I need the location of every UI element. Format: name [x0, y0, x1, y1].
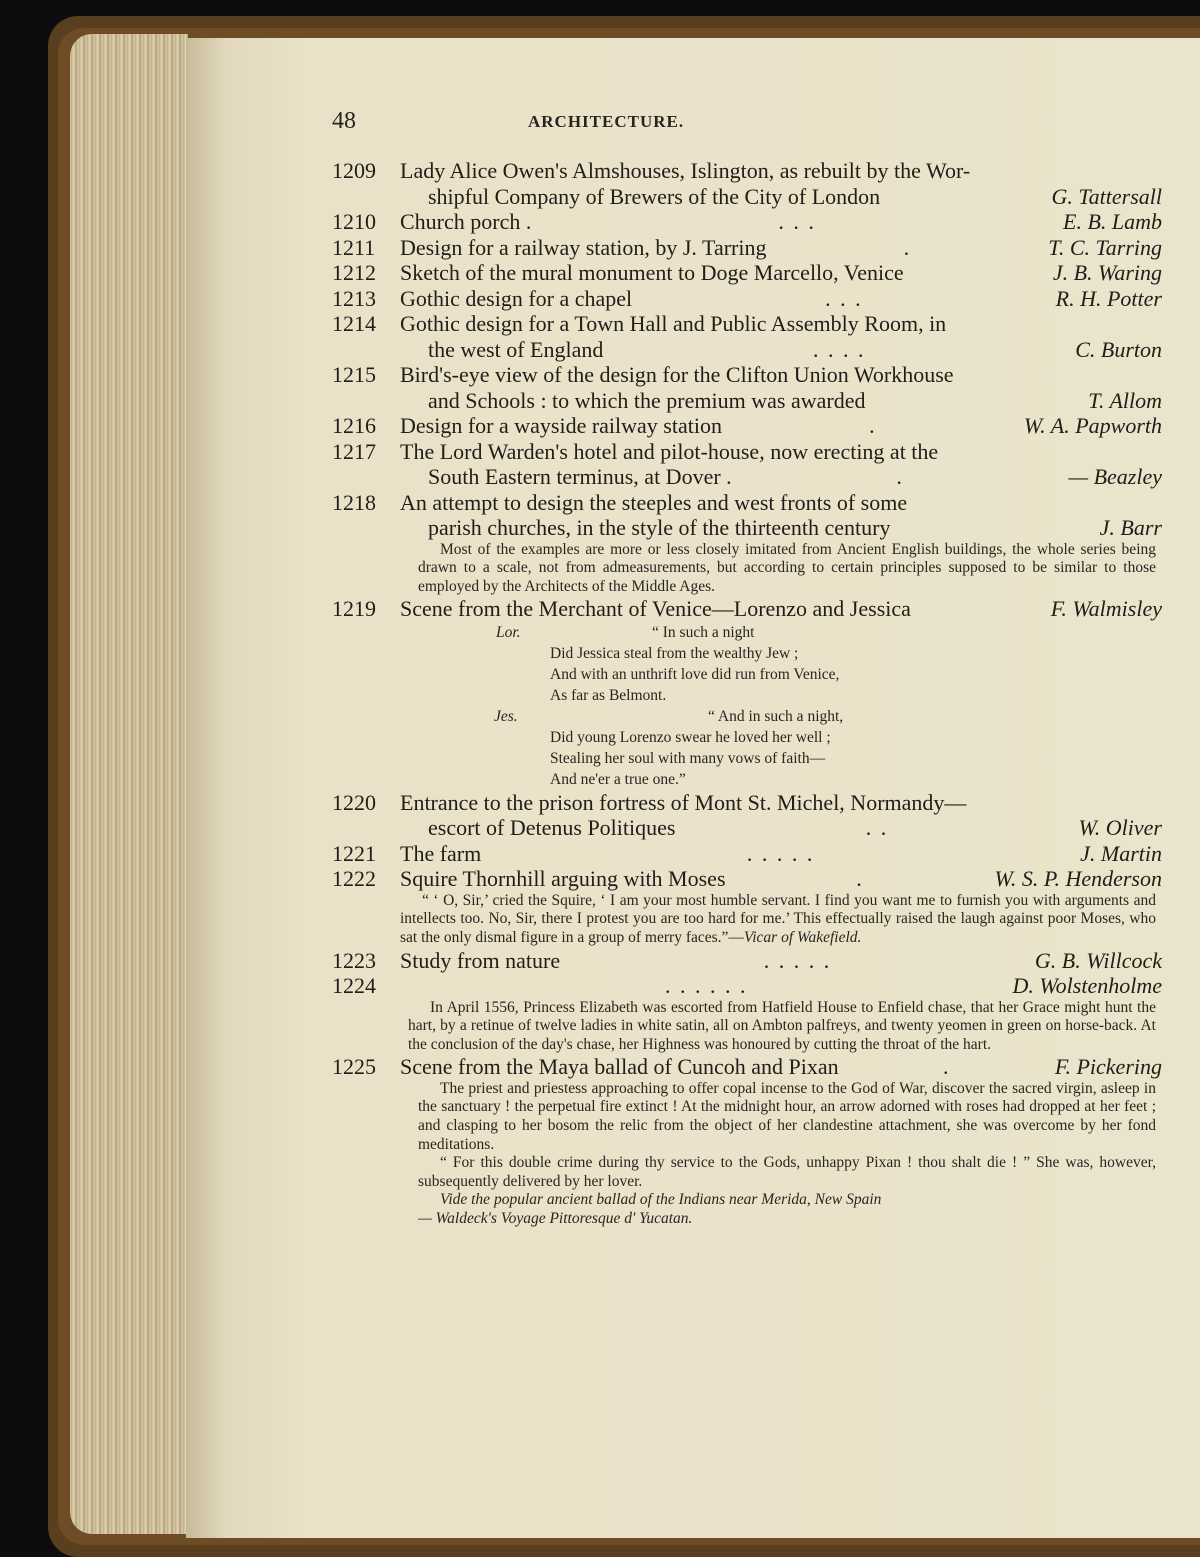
entry-title: An attempt to design the steeples and west fronts of some: [400, 489, 908, 515]
entry-title: Gothic design for a chapel: [400, 285, 633, 311]
verse-quote: [332, 622, 1162, 790]
dot-leader: . . . . . .: [664, 973, 748, 999]
dot-leader: . .: [865, 815, 889, 841]
entry-note: [332, 999, 1162, 1055]
catalogue-entry-1209: [332, 158, 1162, 209]
entry-title: Sketch of the mural monument to Doge Marcello, Venice: [400, 260, 904, 285]
catalogue-entry-1213: [332, 286, 1162, 312]
catalogue-entry-1211: [332, 235, 1162, 261]
artist-name: J. Martin: [1080, 840, 1162, 866]
speaker-label: Lor.: [496, 623, 521, 641]
verse-line: Stealing her soul with many vows of faith—: [550, 749, 826, 767]
entry-title: Church porch .: [400, 209, 532, 234]
catalogue-entry-1215: [332, 362, 1162, 413]
verse-line: “ And in such a night,: [708, 707, 844, 725]
catalogue-entry-1222: [332, 866, 1162, 892]
verse-line: Did Jessica steal from the wealthy Jew ;: [550, 644, 799, 662]
artist-name: J. Barr: [1099, 515, 1162, 540]
verse-line: And ne'er a true one.”: [550, 770, 686, 788]
artist-name: D. Wolstenholme: [1012, 973, 1162, 999]
entry-number: 1218: [332, 489, 376, 515]
entry-title: Design for a railway station, by J. Tarring: [400, 234, 767, 260]
entry-number: 1209: [332, 158, 376, 183]
entry-title: Bird's-eye view of the design for the Clifton Union Workhouse: [400, 362, 954, 387]
catalogue-entry-1212: [332, 260, 1162, 286]
catalogue-entry-1220: [332, 790, 1162, 841]
entry-title: The Lord Warden's hotel and pilot-house, now erecting at the: [400, 438, 939, 464]
entry-title-cont: South Eastern terminus, at Dover .: [428, 464, 732, 489]
artist-name: F. Pickering: [1054, 1054, 1162, 1080]
entry-title-cont: and Schools : to which the premium was awarded: [428, 387, 866, 413]
note-text: The priest and priestess approaching to offer copal incense to the God of War, discover the sacred virgin, asleep in the sanctuary ! the perpetual fire extinct ! At the midnight hour, an arrow adorned with roses had dropped at her feet ; and clasping to her bosom the relic from the object of her clandestine attachment, she was overcome by her fond meditations.: [418, 1079, 1156, 1153]
note-text: “ For this double crime during thy service to the Gods, unhappy Pixan ! thou shalt die ! ” She was, however, subsequently delivered by her lover.: [418, 1154, 1156, 1190]
verse-line: “ In such a night: [652, 623, 755, 641]
artist-name: E. B. Lamb: [1063, 209, 1162, 234]
entry-title: Lady Alice Owen's Almshouses, Islington, as rebuilt by the Wor-: [400, 158, 971, 183]
entry-number: 1216: [332, 413, 376, 438]
dot-leader: . . . . .: [746, 840, 815, 866]
entry-note: [332, 892, 1162, 948]
artist-name: T. C. Tarring: [1048, 234, 1162, 260]
entry-number: 1211: [332, 234, 376, 260]
catalogue-entry-1217: [332, 439, 1162, 490]
dot-leader: . . . . .: [763, 947, 832, 973]
artist-name: W. A. Papworth: [1023, 413, 1162, 438]
verse-line: And with an unthrift love did run from Venice,: [550, 665, 840, 683]
entry-number: 1223: [332, 947, 376, 973]
entry-number: 1220: [332, 789, 376, 815]
artist-name: R. H. Potter: [1055, 285, 1162, 311]
entry-note: [332, 1080, 1162, 1229]
speaker-label: Jes.: [494, 707, 518, 725]
note-source: Vicar of Wakefield.: [743, 928, 862, 946]
entry-title: Study from nature: [400, 947, 561, 973]
catalogue-entry-1221: [332, 841, 1162, 867]
artist-name: F. Walmisley: [1050, 596, 1162, 622]
entry-title-cont: parish churches, in the style of the thirteenth century: [428, 515, 891, 540]
page-edges: [70, 34, 188, 1534]
entry-title: Scene from the Maya ballad of Cuncoh and Pixan: [400, 1054, 839, 1080]
entry-number: 1225: [332, 1054, 376, 1080]
running-head: ARCHITECTURE.: [528, 112, 685, 131]
artist-name: G. Tattersall: [1051, 183, 1162, 209]
entry-title-cont: the west of England: [428, 336, 604, 362]
page-number: 48: [332, 108, 356, 134]
entry-number: 1221: [332, 840, 376, 866]
entry-number: 1224: [332, 973, 376, 999]
entry-number: 1210: [332, 209, 376, 234]
dot-leader: .: [869, 413, 877, 438]
artist-name: W. Oliver: [1078, 815, 1162, 841]
entry-number: 1214: [332, 311, 376, 336]
catalogue-entry-1223: [332, 948, 1162, 974]
catalogue-entry-1214: [332, 311, 1162, 362]
artist-name: W. S. P. Henderson: [994, 866, 1162, 892]
entry-title: Entrance to the prison fortress of Mont St. Michel, Normandy—: [400, 789, 967, 815]
entry-number: 1222: [332, 866, 376, 892]
dot-leader: .: [896, 464, 904, 489]
verse-line: Did young Lorenzo swear he loved her well ;: [550, 728, 831, 746]
note-text: In April 1556, Princess Elizabeth was escorted from Hatfield House to Enfield chase, that her Grace might hunt the hart, by a retinue of twelve ladies in white satin, all on Ambton palfreys, and twenty yeomen in green on horse-back. At the conclusion of the day's chase, her Highness was honoured by cutting the throat of the hart.: [408, 998, 1156, 1053]
entry-title: Squire Thornhill arguing with Moses: [400, 866, 726, 892]
artist-name: J. B. Waring: [1052, 260, 1162, 285]
catalogue-entry-1219: [332, 596, 1162, 622]
catalogue-list: [332, 158, 1162, 1229]
entry-title-cont: shipful Company of Brewers of the City of London: [428, 183, 881, 209]
note-text: “ ‘ O, Sir,’ cried the Squire, ‘ I am your most humble servant. I find you want me to furnish you with arguments and intellects too. No, Sir, there I protest you are too hard for me.’ This effectually raised the laugh against poor Moses, who sat the only dismal figure in a group of merry faces.”—: [400, 891, 1156, 946]
entry-title: Gothic design for a Town Hall and Public Assembly Room, in: [400, 311, 947, 336]
catalogue-entry-1216: [332, 413, 1162, 439]
page-header: [0, 108, 1200, 138]
note-reference: Vide the popular ancient ballad of the Indians near Merida, New Spain: [440, 1191, 882, 1209]
note-reference: — Waldeck's Voyage Pittoresque d' Yucatan.: [418, 1210, 693, 1227]
entry-title: Design for a wayside railway station: [400, 413, 722, 438]
entry-title: The farm: [400, 840, 482, 866]
dot-leader: .: [943, 1054, 951, 1080]
catalogue-entry-1210: [332, 209, 1162, 235]
entry-number: 1217: [332, 438, 376, 464]
dot-leader: .: [903, 234, 912, 260]
dot-leader: .: [856, 866, 864, 892]
entry-note: [332, 541, 1162, 597]
entry-number: 1212: [332, 260, 376, 285]
artist-name: C. Burton: [1075, 336, 1162, 362]
verse-line: As far as Belmont.: [550, 686, 667, 704]
catalogue-entry-1218: [332, 490, 1162, 541]
dot-leader: . . .: [778, 209, 816, 234]
note-text: Most of the examples are more or less closely imitated from Ancient English buildings, the whole series being drawn to a scale, not from admeasurements, but according to certain principles supposed to be similar to those employed by the Architects of the Middle Ages.: [418, 540, 1156, 595]
artist-name: T. Allom: [1088, 387, 1162, 413]
catalogue-entry-1224: [332, 973, 1162, 999]
entry-number: 1213: [332, 285, 376, 311]
artist-name: — Beazley: [1068, 464, 1162, 489]
entry-title-cont: escort of Detenus Politiques: [428, 815, 676, 841]
artist-name: G. B. Willcock: [1034, 947, 1162, 973]
dot-leader: . . .: [825, 285, 863, 311]
catalogue-entry-1225: [332, 1054, 1162, 1080]
entry-number: 1215: [332, 362, 376, 387]
entry-number: 1219: [332, 596, 376, 622]
entry-title: Scene from the Merchant of Venice—Lorenzo and Jessica: [400, 596, 911, 622]
dot-leader: . . . .: [813, 336, 866, 362]
